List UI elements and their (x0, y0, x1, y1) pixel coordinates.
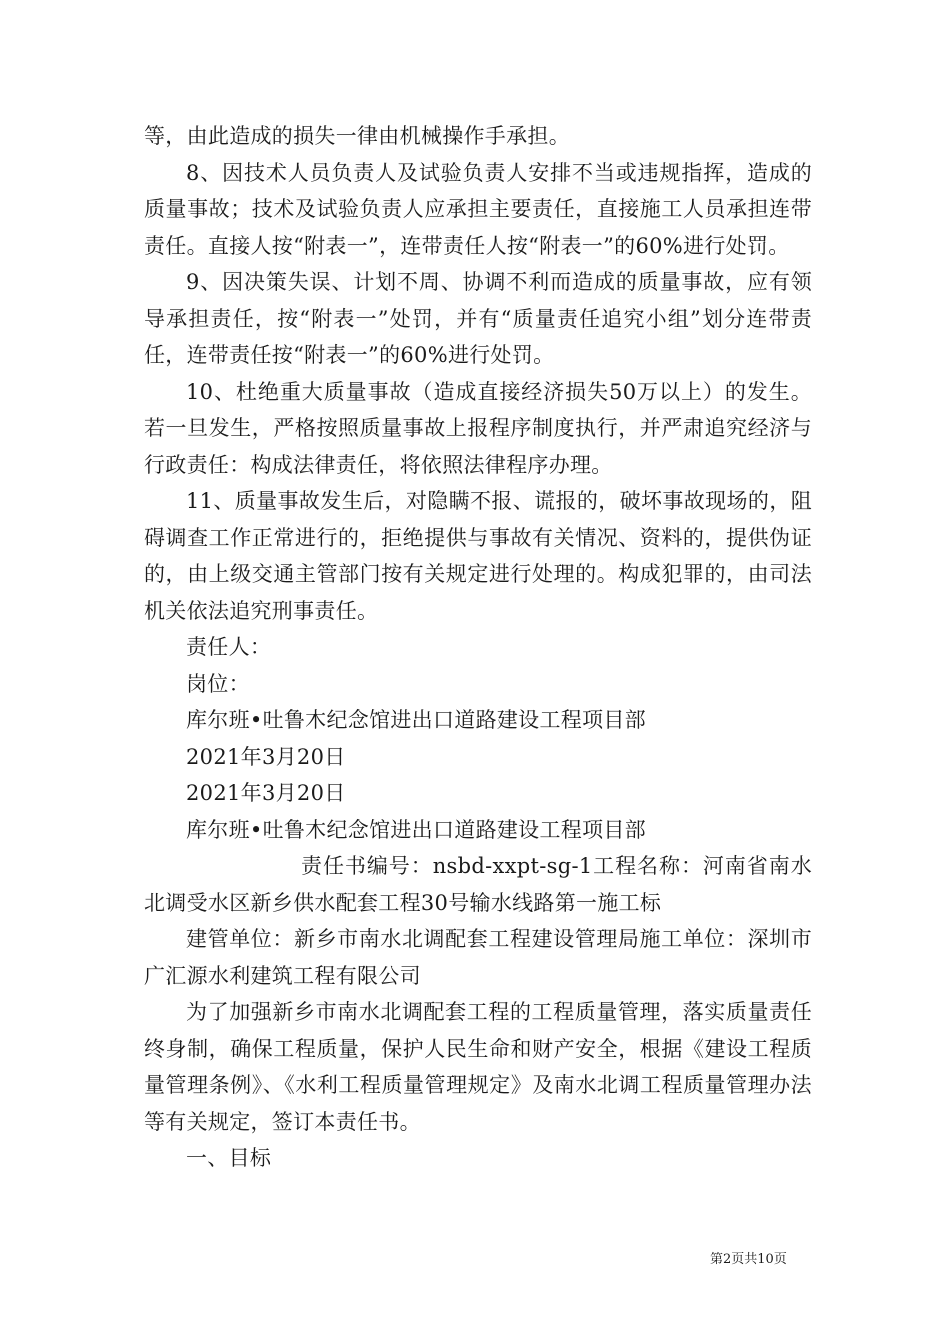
responsible-person-label: 责任人： (186, 635, 272, 659)
document-body (144, 118, 812, 1177)
date-line-2: 2021年3月20日 (186, 781, 346, 805)
purpose-paragraph: 为了加强新乡市南水北调配套工程的工程质量管理，落实质量责任终身制，确保工程质量，保护人民生命和财产安全，根据《建设工程质量管理条例》、《水利工程质量管理规定》及南水北调工程质量管理办法等有关规定，签订本责任书。 (144, 1000, 812, 1134)
paragraph-item-10: 10、杜绝重大质量事故（造成直接经济损失50万以上）的发生。若一旦发生，严格按照质量事故上报程序制度执行，并严肃追究经济与行政责任：构成法律责任，将依照法律程序办理。 (144, 379, 812, 477)
paragraph-item-11: 11、质量事故发生后，对隐瞒不报、谎报的，破坏事故现场的，阻碍调查工作正常进行的，拒绝提供与事故有关情况、资料的，提供伪证的，由上级交通主管部门按有关规定进行处理的。构成犯罪的，由司法机关依法追究刑事责任。 (144, 489, 812, 623)
page-number-footer: 第2页共10页 (710, 1252, 787, 1267)
section-heading-objective: 一、目标 (186, 1146, 272, 1170)
paragraph-item-8: 8、因技术人员负责人及试验负责人安排不当或违规指挥，造成的质量事故；技术及试验负责人应承担主要责任，直接施工人员承担连带责任。直接人按“附表一”，连带责任人按“附表一”的60%进行处罚。 (144, 160, 812, 258)
project-department-line-2: 库尔班•吐鲁木纪念馆进出口道路建设工程项目部 (186, 817, 646, 842)
paragraph-item-9: 9、因决策失误、计划不周、协调不利而造成的质量事故，应有领导承担责任，按“附表一”处罚，并有“质量责任追究小组”划分连带责任，连带责任按“附表一”的60%进行处罚。 (144, 270, 812, 367)
project-department-line-1: 库尔班•吐鲁木纪念馆进出口道路建设工程项目部 (186, 708, 646, 732)
paragraph-continuation: 等，由此造成的损失一律由机械操作手承担。 (144, 124, 570, 148)
date-line-1: 2021年3月20日 (186, 744, 346, 769)
position-label: 岗位： (186, 671, 250, 696)
management-unit-paragraph: 建管单位：新乡市南水北调配套工程建设管理局施工单位：深圳市广汇源水利建筑工程有限公司 (144, 927, 812, 988)
contract-number-paragraph: 责任书编号：nsbd-xxpt-sg-1工程名称：河南省南水北调受水区新乡供水配套工程30号输水线路第一施工标 (144, 854, 812, 915)
